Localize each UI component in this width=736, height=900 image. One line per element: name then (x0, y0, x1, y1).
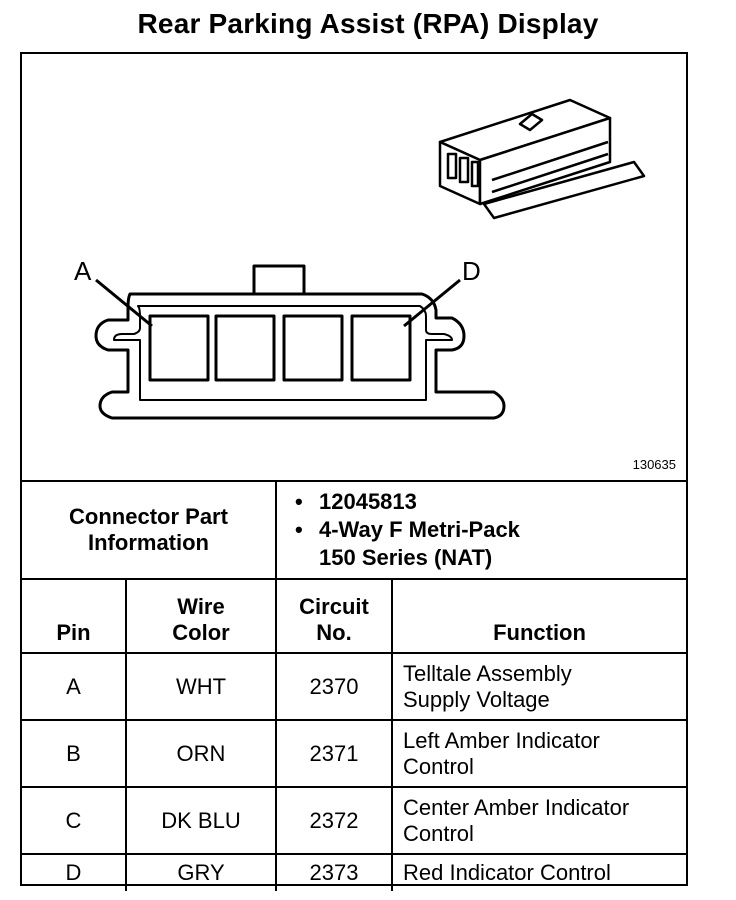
connector-pinout-table (22, 480, 686, 891)
connector-info-list (276, 481, 686, 579)
cell-function: Red Indicator Control (392, 854, 686, 891)
cell-function: Center Amber Indicator Control (392, 787, 686, 854)
header-wire-color: Wire Color (126, 579, 276, 653)
table-row (22, 720, 686, 787)
cell-circuit: 2372 (276, 787, 392, 854)
pin-label-d: D (462, 256, 481, 286)
table-row (22, 854, 686, 891)
connector-series: 150 Series (NAT) (319, 545, 493, 570)
cell-circuit: 2370 (276, 653, 392, 720)
connector-type: • 4-Way F Metri-Pack (295, 517, 520, 542)
connector-info-row (22, 481, 686, 579)
cell-circuit: 2371 (276, 720, 392, 787)
header-pin: Pin (22, 579, 126, 653)
page-title: Rear Parking Assist (RPA) Display (137, 8, 599, 39)
cell-function: Telltale Assembly Supply Voltage (392, 653, 686, 720)
cell-function: Left Amber Indicator Control (392, 720, 686, 787)
header-circuit-no: Circuit No. (276, 579, 392, 653)
cell-pin: D (22, 854, 126, 891)
cell-circuit: 2373 (276, 854, 392, 891)
cell-pin: C (22, 787, 126, 854)
connector-diagram (22, 54, 686, 482)
connector-front-view (96, 266, 504, 418)
connector-latch (254, 266, 304, 296)
header-function: Function (392, 579, 686, 653)
connector-drawing (22, 54, 686, 480)
pin-cavity-b (216, 316, 274, 380)
pin-cavity-a (150, 316, 208, 380)
table-header-row (22, 579, 686, 653)
cell-wire-color: WHT (126, 653, 276, 720)
connector-document (20, 52, 688, 886)
table-row (22, 653, 686, 720)
cell-pin: B (22, 720, 126, 787)
connector-part-number: • 12045813 (295, 489, 417, 514)
connector-info-label: Connector Part Information (22, 481, 276, 579)
connector-isometric-illustration (440, 100, 644, 218)
cell-wire-color: GRY (126, 854, 276, 891)
pin-label-a: A (74, 256, 92, 286)
cell-pin: A (22, 653, 126, 720)
pin-cavity-c (284, 316, 342, 380)
cell-wire-color: DK BLU (126, 787, 276, 854)
pin-cavity-d (352, 316, 410, 380)
figure-number: 130635 (632, 457, 676, 472)
cell-wire-color: ORN (126, 720, 276, 787)
table-row (22, 787, 686, 854)
